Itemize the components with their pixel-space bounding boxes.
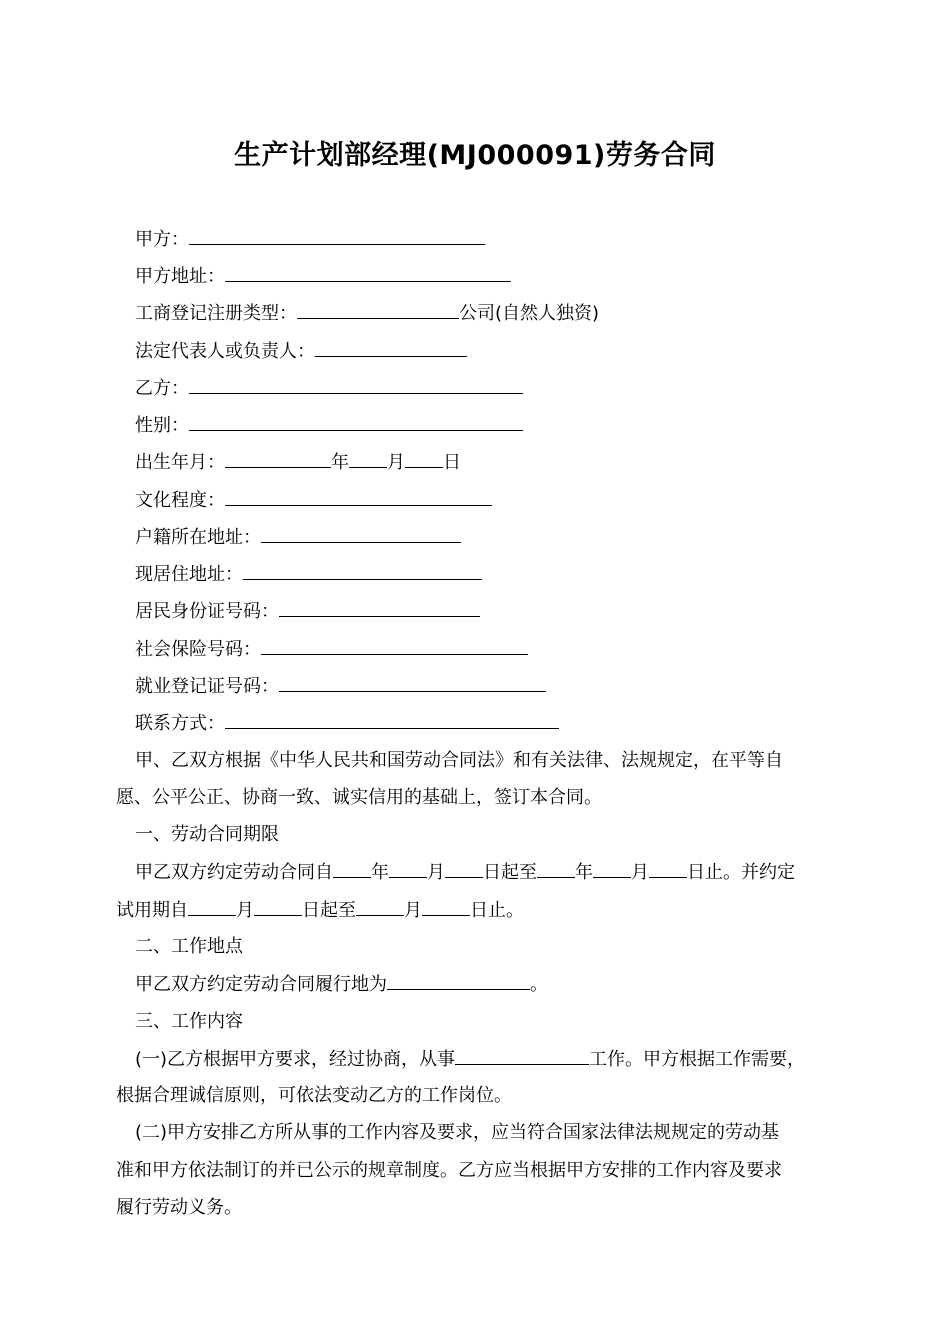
blank-line (279, 675, 546, 692)
section-heading-location: 二、工作地点 (135, 936, 243, 957)
section-heading-content: 三、工作内容 (135, 1011, 243, 1032)
month-label: 月 (404, 900, 422, 921)
blank-line (225, 451, 331, 468)
content-text-end: 工作。甲方根据工作需要， (589, 1049, 806, 1070)
field-business-type (135, 302, 599, 325)
field-label: 居民身份证号码： (135, 601, 279, 622)
field-label: 甲方： (135, 229, 189, 250)
blank-line (333, 861, 371, 878)
blank-line (279, 600, 480, 617)
blank-line (593, 861, 631, 878)
day-to-label: 日止。并约定 (687, 862, 795, 883)
month-label: 月 (631, 862, 649, 883)
field-label: 文化程度： (135, 490, 225, 511)
day-until-label: 日止。 (470, 900, 524, 921)
field-label: 甲方地址： (135, 266, 225, 287)
field-gender (135, 414, 523, 437)
blank-line (188, 899, 236, 916)
field-label: 工商登记注册类型： (135, 303, 297, 324)
day-label: 日 (443, 452, 461, 473)
month-label: 月 (427, 862, 445, 883)
blank-line (243, 563, 482, 580)
blank-line (189, 228, 485, 245)
field-label: 现居住地址： (135, 564, 243, 585)
term-line-1 (135, 861, 795, 884)
intro-line-2: 愿、公平公正、协商一致、诚实信用的基础上，签订本合同。 (116, 787, 602, 808)
blank-line (349, 451, 387, 468)
field-legal-rep (135, 340, 467, 363)
term-text: 甲乙双方约定劳动合同自 (135, 862, 333, 883)
blank-line (189, 377, 523, 394)
content-line-4: 准和甲方依法制订的并已公示的规章制度。乙方应当根据甲方安排的工作内容及要求 (116, 1160, 782, 1181)
field-label: 就业登记证号码： (135, 676, 279, 697)
location-end: 。 (530, 974, 548, 995)
field-label: 社会保险号码： (135, 639, 261, 660)
blank-line (261, 526, 461, 543)
field-contact (135, 712, 559, 735)
blank-line (225, 712, 559, 729)
blank-line (297, 302, 459, 319)
year-label: 年 (371, 862, 389, 883)
month-label: 月 (236, 900, 254, 921)
section-heading-term: 一、劳动合同期限 (135, 824, 279, 845)
year-label: 年 (331, 452, 349, 473)
content-line-1 (135, 1048, 805, 1071)
blank-line (455, 1048, 589, 1065)
day-from-label: 日起至 (483, 862, 537, 883)
blank-line (422, 899, 470, 916)
blank-line (445, 861, 483, 878)
field-suffix: 公司(自然人独资) (459, 303, 600, 324)
field-label: 出生年月： (135, 452, 225, 473)
field-party-b (135, 377, 523, 400)
content-line-3: (二)甲方安排乙方所从事的工作内容及要求，应当符合国家法律法规规定的劳动基 (135, 1122, 780, 1143)
blank-line (189, 414, 523, 431)
blank-line (649, 861, 687, 878)
year-label: 年 (575, 862, 593, 883)
intro-line-1: 甲、乙双方根据《中华人民共和国劳动合同法》和有关法律、法规规定，在平等自 (135, 750, 783, 771)
blank-line (225, 489, 492, 506)
location-text: 甲乙双方约定劳动合同履行地为 (135, 974, 387, 995)
probation-text: 试用期自 (116, 900, 188, 921)
month-label: 月 (387, 452, 405, 473)
field-current-address (135, 563, 482, 586)
content-line-2: 根据合理诚信原则，可依法变动乙方的工作岗位。 (116, 1085, 512, 1106)
field-education (135, 489, 492, 512)
blank-line (537, 861, 575, 878)
blank-line (387, 973, 530, 990)
field-social-security (135, 638, 528, 661)
field-label: 法定代表人或负责人： (135, 341, 315, 362)
content-text: (一)乙方根据甲方要求，经过协商，从事 (135, 1049, 456, 1070)
blank-line (254, 899, 302, 916)
term-line-2 (116, 899, 524, 922)
blank-line (389, 861, 427, 878)
blank-line (261, 638, 528, 655)
blank-line (405, 451, 443, 468)
blank-line (356, 899, 404, 916)
field-birth-date (135, 451, 461, 474)
document-title: 生产计划部经理(MJ000091)劳务合同 (234, 140, 716, 171)
field-label: 户籍所在地址： (135, 527, 261, 548)
field-id-number (135, 600, 480, 623)
field-household-address (135, 526, 461, 549)
field-label: 乙方： (135, 378, 189, 399)
field-label: 联系方式： (135, 713, 225, 734)
blank-line (225, 265, 511, 282)
blank-line (315, 340, 467, 357)
field-employment-reg (135, 675, 546, 698)
field-party-a (135, 228, 485, 251)
content-line-5: 履行劳动义务。 (116, 1197, 242, 1218)
day-from-label: 日起至 (302, 900, 356, 921)
field-label: 性别： (135, 415, 189, 436)
location-line (135, 973, 548, 996)
field-party-a-address (135, 265, 511, 288)
